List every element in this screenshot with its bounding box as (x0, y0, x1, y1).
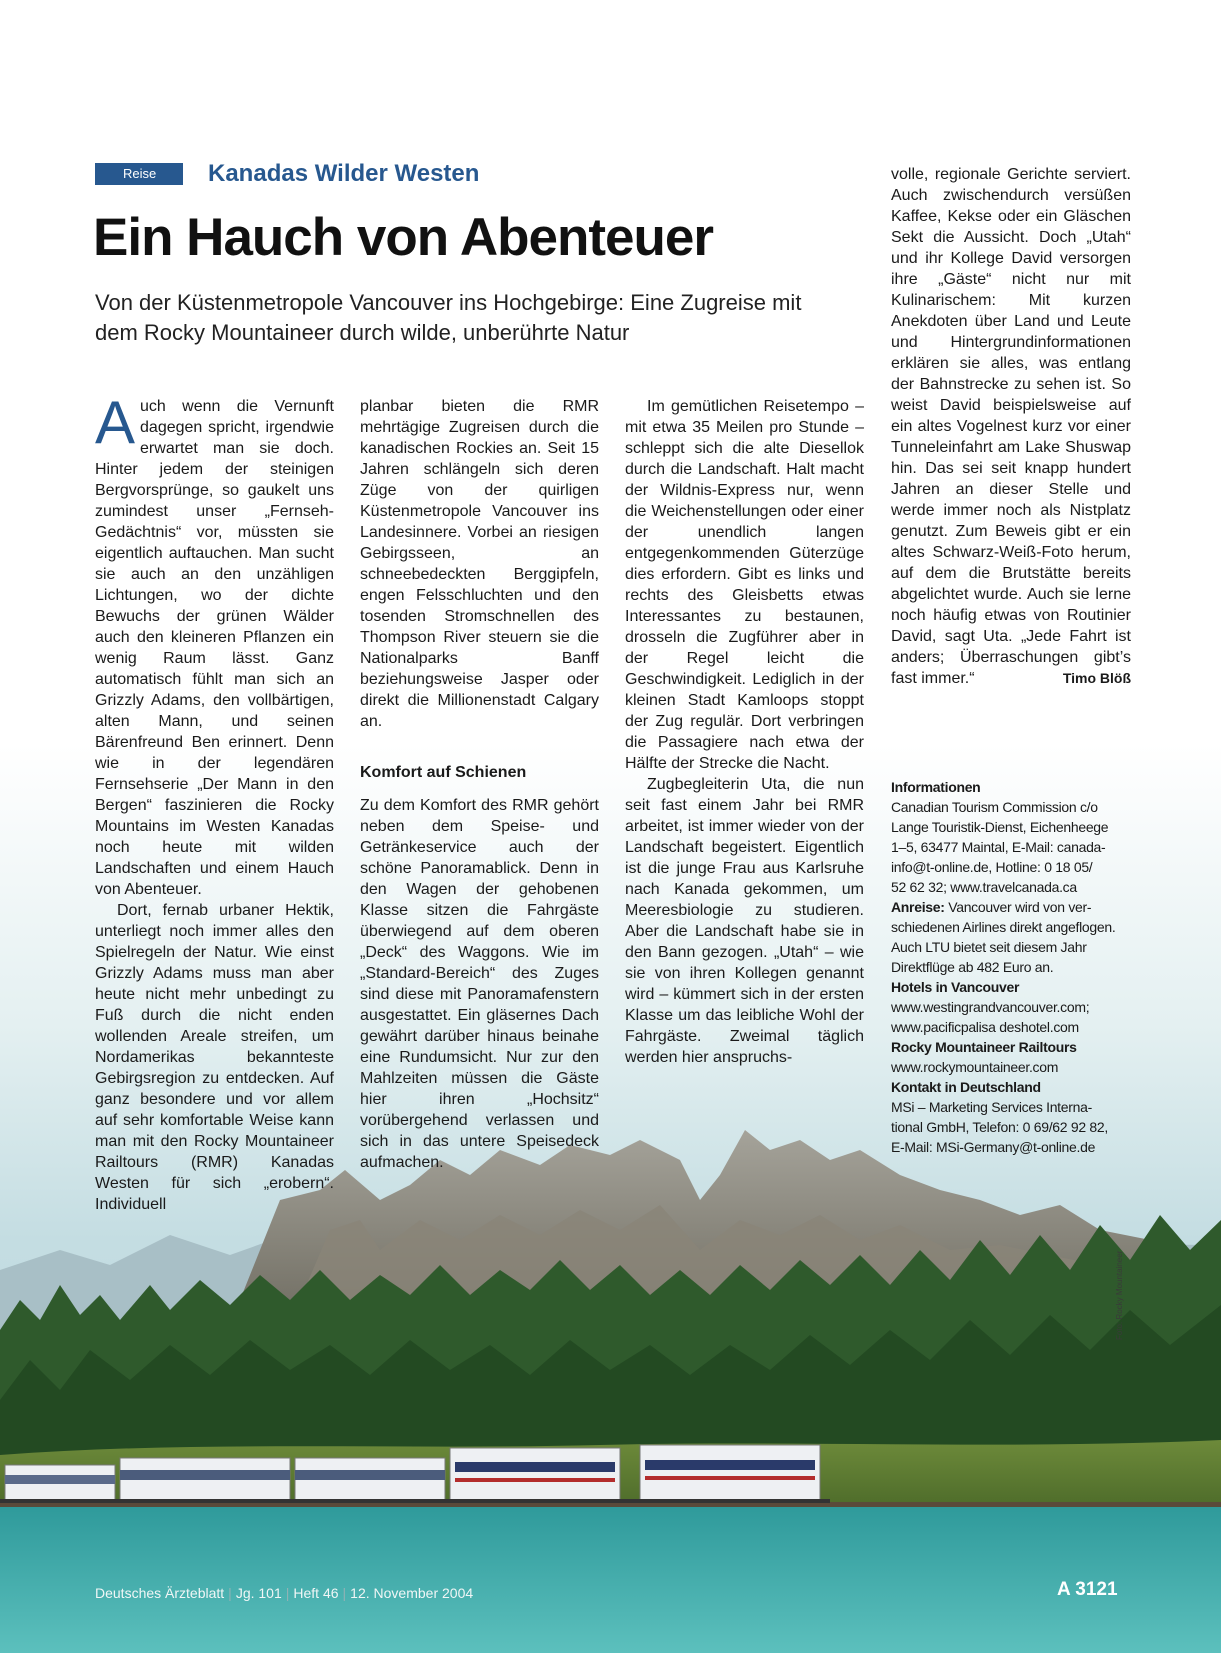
paragraph: Zu dem Komfort des RMR gehört neben dem Speise- und Getränkeservice auch der schöne Panoramablick. Denn in den Wagen der gehobenen Klasse sitzen die Fahrgäste überwiegend auf dem oberen „Deck“ des Waggons. Wie im „Standard-Bereich“ des Zuges sind diese mit Panoramafenstern ausgestattet. Ein gläsernes Dach gewährt darüber hinaus beinahe eine Rundumsicht. Nur zur den Mahlzeiten müssen die Gäste hier ihren „Hochsitz“ vorübergehend verlassen und sich in das untere Speisedeck aufmachen. (360, 797, 599, 1171)
info-line: info@t-online.de, Hotline: 0 18 05/ (891, 859, 1093, 875)
journal-name: Deutsches Ärzteblatt (95, 1585, 225, 1601)
info-heading: Rocky Mountaineer Railtours (891, 1039, 1077, 1055)
info-link[interactable]: www.westingrandvancouver.com; (891, 999, 1090, 1015)
volume: Jg. 101 (235, 1585, 282, 1601)
info-line: Auch LTU bietet seit diesem Jahr (891, 939, 1087, 955)
paragraph (95, 389, 334, 900)
separator: | (342, 1585, 347, 1601)
kicker-label: Reise (95, 163, 183, 185)
paragraph: Dort, fernab urbaner Hektik, unterliegt noch immer alles den Spielregeln der Natur. Wie einst Grizzly Adams muss man aber heute nicht mehr unbedingt zu Fuß durch die nicht enden wollenden Areale streifen, um Nordamerikas bekannteste Gebirgsregion zu entdecken. Auf ganz besondere und vor allem auf sehr komfortable Weise kann man mit den Rocky Mountaineer Railtours (RMR) Kanadas Westen für sich „erobern“. Individuell (95, 902, 334, 1213)
info-line: MSi – Marketing Services Interna- (891, 1099, 1092, 1115)
separator: | (228, 1585, 232, 1601)
separator: | (285, 1585, 290, 1601)
info-line: schiedenen Airlines direkt angeflogen. (891, 919, 1116, 935)
article-column-1 (95, 389, 334, 1215)
paragraph: volle, regionale Gerichte serviert. Auch zwischendurch versüßen Kaffee, Kekse oder ein Gläschen Sekt die Aussicht. Doch „Utah“ und ihr Kollege David versorgen ihre „Gäste“ nicht nur mit Kulinarischem: Mit kurzen Anekdoten über Land und Leute und Hintergrundinformationen erklären sie alles, was entlang der Bahnstrecke zu sehen ist. So weist David beispielsweise auf ein altes Vogelnest kurz vor einer Tunneleinfahrt am Lake Shuswap hin. Das sei seit knapp hundert Jahren an dieser Stelle und werde immer noch als Nistplatz genutzt. Zum Beweis gibt er ein altes Schwarz-Weiß-Foto herum, auf dem die Brutstätte bereits abgelichtet wurde. Auch sie lerne noch häufig etwas von Routinier David, sagt Uta. „Jede Fahrt ist anders; Überraschungen gibt’s fast immer.“ (891, 166, 1131, 687)
section-heading: Komfort auf Schienen (360, 764, 527, 781)
info-heading: Hotels in Vancouver (891, 979, 1020, 995)
lake (0, 1507, 1221, 1653)
footer (95, 1583, 473, 1603)
article-column-2 (360, 396, 599, 1173)
info-line: Direktflüge ab 482 Euro an. (891, 959, 1054, 975)
info-line: Lange Touristik-Dienst, Eichenheege (891, 819, 1109, 835)
info-link[interactable]: www.pacificpalisa deshotel.com (891, 1019, 1079, 1035)
page-number: A 3121 (1057, 1579, 1118, 1600)
info-link[interactable]: www.rockymountaineer.com (891, 1059, 1059, 1075)
info-line (891, 897, 1131, 917)
lede: Von der Küstenmetropole Vancouver ins Hochgebirge: Eine Zugreise mit dem Rocky Mountaineer durch wilde, unberührte Natur (95, 290, 802, 345)
info-box (891, 777, 1131, 1157)
paragraph-text: uch wenn die Vernunft dagegen spricht, irgendwie erwartet man sie doch. Hinter jedem der steinigen Bergvorsprünge, so gaukelt uns zumindest unser „Fernseh-Gedächtnis“ vor, müssten sie eigentlich auftauchen. Man sucht sie auch an den unzähligen Lichtungen, wo der dichte Bewuchs der grünen Wälder auch den kleineren Pflanzen ein wenig Raum lässt. Ganz automatisch fühlt man sich an Grizzly Adams, den vollbärtigen, alten Mann, und seinen Bärenfreund Ben erinnert. Denn wie in der legendären Fernsehserie „Der Mann in den Bergen“ faszinieren die Rocky Mountains im Westen Kanadas noch heute mit wilden Landschaften und einem Hauch von Abenteuer. (95, 398, 334, 898)
issue-date: 12. November 2004 (350, 1585, 474, 1601)
subheadline: Kanadas Wilder Westen (208, 160, 480, 187)
issue: Heft 46 (293, 1585, 339, 1601)
info-heading: Informationen (891, 779, 981, 795)
drop-cap: A (95, 389, 136, 456)
info-line: Canadian Tourism Commission c/o (891, 799, 1098, 815)
info-line: tional GmbH, Telefon: 0 69/62 92 82, (891, 1119, 1108, 1135)
author-byline: Timo Blöß (1062, 670, 1131, 686)
info-text: Vancouver wird von ver- (944, 899, 1092, 915)
info-line: 1–5, 63477 Maintal, E-Mail: canada- (891, 839, 1106, 855)
info-line: 52 62 32; www.travelcanada.ca (891, 879, 1077, 895)
paragraph: Zugbegleiterin Uta, die nun seit fast einem Jahr bei RMR arbeitet, ist immer wieder von der Landschaft begeistert. Eigentlich ist die junge Frau aus Karlsruhe nach Kanada gekommen, um Meeresbiologie zu studieren. Aber die Landschaft habe sie in den Bann gezogen. „Utah“ – wie sie von ihren Kollegen genannt wird – kümmert sich in der ersten Klasse um das leibliche Wohl der Fahrgäste. Zweimal täglich werden hier anspruchs- (625, 776, 864, 1066)
info-line: E-Mail: MSi-Germany@t-online.de (891, 1139, 1096, 1155)
info-heading: Kontakt in Deutschland (891, 1079, 1041, 1095)
article-column-3 (625, 396, 864, 1068)
headline: Ein Hauch von Abenteuer (93, 208, 713, 267)
photo-credit: Foto: Rocky Mountaineer (1115, 1250, 1124, 1340)
article-column-4 (891, 164, 1131, 689)
paragraph: Im gemütlichen Reisetempo – mit etwa 35 Meilen pro Stunde – schleppt sich die alte Diesellok durch die Landschaft. Halt macht der Wildnis-Express nur, wenn die Weichenstellungen oder einer der unendlich langen entgegenkommenden Güterzüge dies erfordern. Gibt es links und rechts des Gleisbetts etwas Interessantes zu bestaunen, drosseln die Zugführer aber in der Regel leicht die Geschwindigkeit. Lediglich in der kleinen Stadt Kamloops stoppt der Zug regulär. Dort verbringen die Passagiere nach etwa der Hälfte der Strecke die Nacht. (625, 398, 864, 772)
anreise-label: Anreise: (891, 899, 945, 915)
paragraph: planbar bieten die RMR mehrtägige Zugreisen durch die kanadischen Rockies an. Seit 15 Jahren schlängeln sich deren Züge von der quirligen Küstenmetropole Vancouver ins Landesinnere. Vorbei an riesigen Gebirgsseen, an schneebedeckten Berggipfeln, engen Felsschluchten und den tosenden Stromschnellen des Thompson River steuern sie die Nationalparks Banff beziehungsweise Jasper oder direkt die Millionenstadt Calgary an. (360, 398, 599, 730)
